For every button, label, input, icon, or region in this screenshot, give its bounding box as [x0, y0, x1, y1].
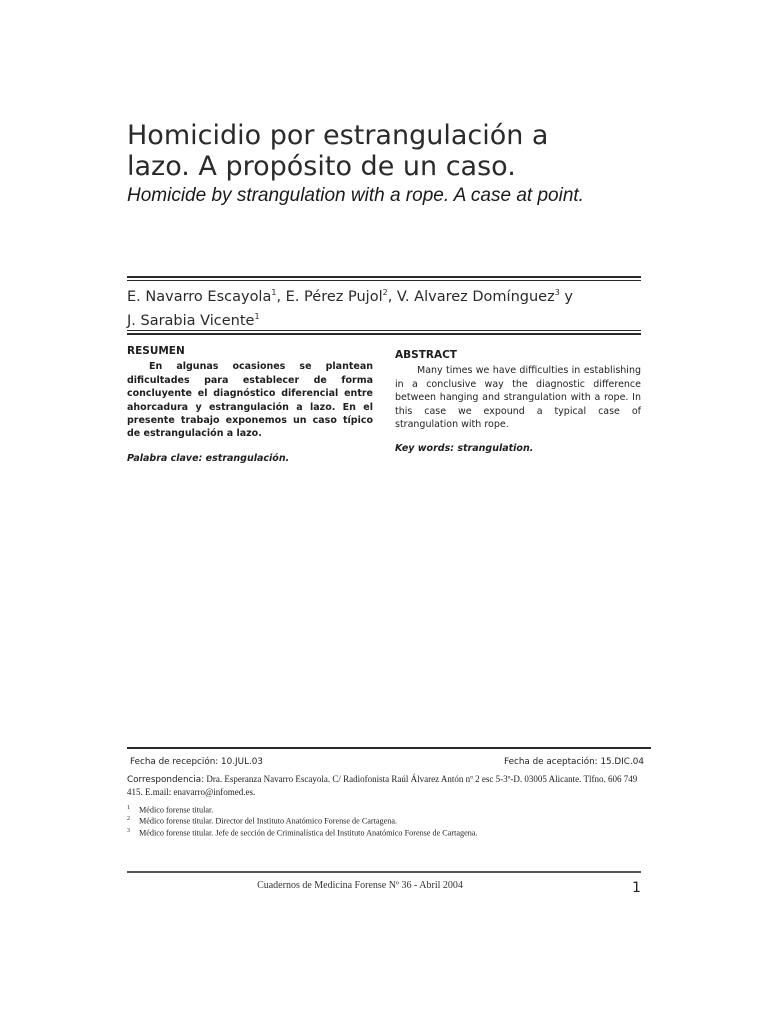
journal-footer: Cuadernos de Medicina Forense Nº 36 - Abril 2004: [257, 880, 463, 891]
author-conjunction: y: [564, 288, 573, 305]
divider: [127, 276, 641, 278]
footnote-text: Médico forense titular. Director del Instituto Anatómico Forense de Cartagena.: [139, 817, 398, 827]
footnotes: [127, 804, 647, 838]
footnote: [127, 804, 647, 815]
resumen-body: En algunas ocasiones se plantean dificultades para establecer de forma concluyente el diagnóstico diferencial entre ahorcadura y estrangulación a lazo. En el presente trabajo exponemos un caso típico de estrangulación a lazo.: [127, 361, 373, 440]
author-list: E. Navarro Escayola$^1$, E. Pérez Pujol$^2$, V. Alvarez Domínguez$^3$ y J. Sarabia Vicente$^1$: [127, 288, 573, 329]
author-affiliation-mark: 3: [554, 288, 560, 297]
correspondencia-text: Dra. Esperanza Navarro Escayola. C/ Radiofonista Raúl Álvarez Antón nº 2 esc 5-3º-D. 03005 Alicante. Tlfno. 606 749 415. E.mail: enavarro@infomed.es.: [127, 774, 638, 797]
footnote-text: Médico forense titular. Jefe de sección de Criminalística del Instituto Anatómico Forense de Cartagena.: [139, 828, 478, 838]
author-name: V. Alvarez Domínguez: [396, 288, 555, 305]
title-spanish-line-2: lazo. A propósito de un caso.: [127, 151, 516, 182]
fecha-aceptacion: Fecha de aceptación: 15.DIC.04: [504, 757, 644, 767]
page-number: 1: [632, 880, 641, 896]
author-affiliation-mark: 1: [271, 288, 277, 297]
divider: [127, 747, 651, 749]
divider: [127, 330, 641, 331]
author-affiliation-mark: 2: [382, 288, 388, 297]
author-affiliation-mark: 1: [254, 311, 260, 321]
author-name: J. Sarabia Vicente: [127, 312, 255, 329]
footnote: [127, 815, 647, 826]
title-spanish-line-1: Homicidio por estrangulación a: [127, 120, 549, 151]
footnote-number: 1: [127, 805, 130, 811]
footnote-number: 2: [127, 816, 130, 823]
correspondencia-label: Correspondencia:: [127, 775, 205, 785]
resumen-heading: RESUMEN: [127, 345, 185, 357]
footnote-text: Médico forense titular.: [139, 805, 214, 815]
title-english: Homicide by strangulation with a rope. A case at point.: [127, 185, 584, 206]
abstract-keywords: Key words: strangulation.: [395, 443, 534, 455]
divider: [127, 871, 641, 873]
author-name: E. Pérez Pujol: [285, 288, 383, 305]
footnote-number: 3: [127, 827, 130, 834]
fecha-recepcion: Fecha de recepción: 10.JUL.03: [130, 757, 263, 767]
footnote: [127, 827, 647, 838]
abstract-heading: ABSTRACT: [395, 349, 457, 361]
author-name: E. Navarro Escayola: [127, 288, 272, 305]
correspondencia: [127, 774, 647, 798]
divider: [127, 333, 641, 335]
divider: [127, 280, 641, 281]
title-spanish: [127, 120, 667, 182]
resumen-keywords: Palabra clave: estrangulación.: [127, 452, 290, 464]
resumen-section: [127, 345, 373, 465]
abstract-section: [395, 349, 641, 456]
abstract-body: Many times we have difficulties in establishing in a conclusive way the diagnostic difference between hanging and strangulation with a rope. In this case we expound a typical case of strangulation with rope.: [395, 365, 641, 431]
